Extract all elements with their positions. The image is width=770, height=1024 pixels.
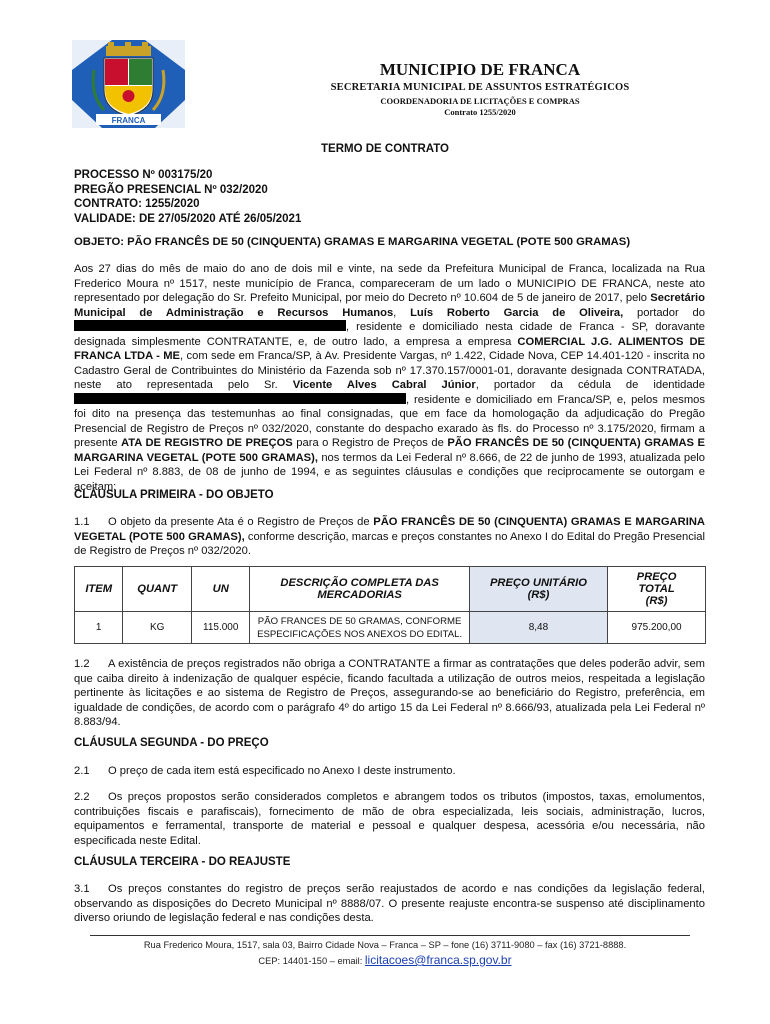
email-link[interactable]: licitacoes@franca.sp.gov.br <box>364 953 512 967</box>
cell-un: 115.000 <box>191 612 249 644</box>
paragraph-2-2: 2.2 Os preços propostos serão considerados completos e abrangem todos os tributos (impostos, taxas, emolumentos, contribuições fiscais e parafiscais), fornecimento de mão de obra especializada, leis sociais, administração, lucros, equipamentos e ferramental, transporte de material e pessoal e qualquer despesa, acessória e/ou necessária, não especificada neste Edital. <box>74 791 705 847</box>
paragraph-3-1: 3.1 Os preços constantes do registro de preços serão reajustados de acordo e nas condições da legislação federal, observando as disposições do Decreto Municipal nº 8888/07. O presente reajuste encontra-se suspenso até disciplinamento diverso oriundo de legislação federal e nas condições desta. <box>74 883 705 924</box>
col-header-quant: QUANT <box>123 567 192 612</box>
svg-text:FRANCA: FRANCA <box>111 116 146 125</box>
footer-divider <box>90 935 690 936</box>
cell-descricao: PÃO FRANCES DE 50 GRAMAS, CONFORME ESPECIFICAÇÕES NOS ANEXOS DO EDITAL. <box>250 612 469 644</box>
redacted-block <box>74 393 406 404</box>
table-row <box>75 612 706 644</box>
paragraph-1-2: 1.2 A existência de preços registrados não obriga a CONTRATANTE a firmar as contratações que deles poderão advir, sem que caiba direito à indenização de qualquer espécie, ficando facultada a utilização de outros meios, respeitada a legislação pertinente às licitações e ao sistema de Registro de Preços, assegurando-se ao beneficiário do Registro, preferência, em igualdade de condições, de acordo com o parágrafo 4º do artigo 15 da Lei Federal nº 8.666/93, atualizada pela Lei Federal nº 8.883/94. <box>74 658 705 728</box>
clausula-primeira-title: CLÁUSULA PRIMEIRA - DO OBJETO <box>74 489 274 501</box>
col-header-preco-total: PREÇO TOTAL (R$) <box>608 567 706 612</box>
paragraph-2-1: 2.1 O preço de cada item está especificado no Anexo I deste instrumento. <box>74 765 456 777</box>
cell-preco-unitario: 8,48 <box>469 612 607 644</box>
price-table <box>74 566 706 644</box>
objeto-line: OBJETO: PÃO FRANCÊS DE 50 (CINQUENTA) GRAMAS E MARGARINA VEGETAL (POTE 500 GRAMAS) <box>74 236 631 248</box>
col-header-item: ITEM <box>75 567 123 612</box>
col-header-un: UN <box>191 567 249 612</box>
pregao-line: PREGÃO PRESENCIAL Nº 032/2020 <box>74 183 268 196</box>
cell-item: 1 <box>75 612 123 644</box>
cell-quant: KG <box>123 612 192 644</box>
redacted-block <box>74 320 346 331</box>
intro-paragraph: Aos 27 dias do mês de maio do ano de dois mil e vinte, na sede da Prefeitura Municipal de Franca, localizada na Rua Frederico Moura nº 1517, neste município de Franca, compareceram de um lado o MUNICIPIO DE FRANCA, neste ato representado por delegação do Sr. Prefeito Municipal, por meio do Decreto nº 10.604 de 5 de janeiro de 2017, pelo Secretário Municipal de Administração e Recursos Humanos, Luís Roberto Garcia de Oliveira, portador do , residente e domiciliado nesta cidade de Franca - SP, doravante designada simplesmente CONTRATANTE, e, de outro lado, a empresa a empresa COMERCIAL J.G. ALIMENTOS DE FRANCA LTDA - ME, com sede em Franca/SP, à Av. Presidente Vargas, nº 1.422, Cidade Nova, CEP 14.401-120 - inscrita no Cadastro Geral de Contribuintes do Ministério da Fazenda sob nº 17.370.157/0001-01, doravante designada CONTRATADA, neste ato representada pelo Sr. Vicente Alves Cabral Júnior, portador da cédula de identidade , residente e domiciliado em Franca/SP, e, pelos mesmos foi dito na presença das testemunhas ao final consignadas, que em face da homologação da adjudicação do Pregão Presencial de Registro de Preços nº 032/2020, constante do despacho exarado às fls. do Processo nº 3.175/2020, firmam a presente ATA DE REGISTRO DE PREÇOS para o Registro de Preços de PÃO FRANCÊS DE 50 (CINQUENTA) GRAMAS E MARGARINA VEGETAL (POTE 500 GRAMAS), nos termos da Lei Federal nº 8.666, de 22 de junho de 1993, atualizada pelo Lei Federal nº 8.883, de 08 de junho de 1994, e as seguintes cláusulas e condições que reciprocamente se outorgam e aceitam: <box>74 263 705 493</box>
contract-number-header: Contrato 1255/2020 <box>444 107 516 117</box>
coordenadoria-subtitle: COORDENADORIA DE LICITAÇÕES E COMPRAS <box>380 96 580 106</box>
coat-of-arms-icon <box>72 40 185 128</box>
municipality-title: MUNICIPIO DE FRANCA <box>379 60 581 79</box>
processo-line: PROCESSO Nº 003175/20 <box>74 169 213 181</box>
paragraph-1-1: 1.1 O objeto da presente Ata é o Registro de Preços de PÃO FRANCÊS DE 50 (CINQUENTA) GRAMAS E MARGARINA VEGETAL (POTE 500 GRAMAS), conforme descrição, marcas e preços constantes no Anexo I do Edital do Pregão Presencial de Registro de Preços nº 032/2020. <box>74 516 705 557</box>
footer-address: Rua Frederico Moura, 1517, sala 03, Bairro Cidade Nova – Franca – SP – fone (16) 3711-9080 – fax (16) 3721-8888. <box>143 940 627 950</box>
contrato-line: CONTRATO: 1255/2020 <box>74 198 200 210</box>
footer-contact: CEP: 14401-150 – email: licitacoes@franca.sp.gov.br <box>258 953 512 967</box>
cell-preco-total: 975.200,00 <box>608 612 706 644</box>
document-title: TERMO DE CONTRATO <box>321 143 449 155</box>
secretaria-subtitle: SECRETARIA MUNICIPAL DE ASSUNTOS ESTRATÉGICOS <box>330 82 630 93</box>
process-metadata <box>74 168 301 226</box>
col-header-descricao: DESCRIÇÃO COMPLETA DAS MERCADORIAS <box>250 567 469 612</box>
validade-line: VALIDADE: DE 27/05/2020 ATÉ 26/05/2021 <box>74 212 302 225</box>
clausula-segunda-title: CLÁUSULA SEGUNDA - DO PREÇO <box>74 737 269 749</box>
col-header-preco-unitario: PREÇO UNITÁRIO (R$) <box>469 567 607 612</box>
clausula-terceira-title: CLÁUSULA TERCEIRA - DO REAJUSTE <box>74 856 291 868</box>
